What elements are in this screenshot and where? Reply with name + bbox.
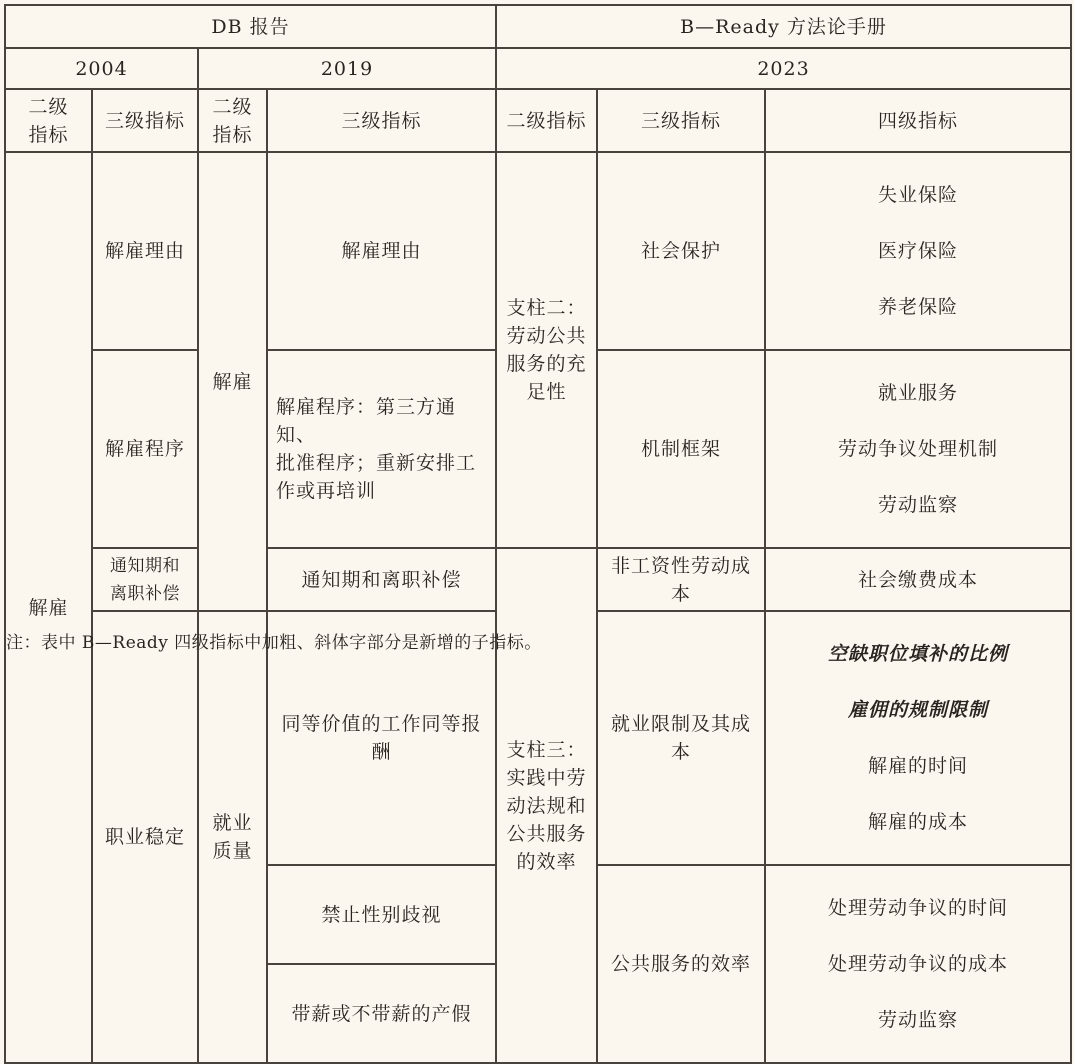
2004-level2-dismissal: 解雇 [5, 152, 92, 1063]
2023-level4-nonwage: 社会缴费成本 [765, 548, 1071, 611]
2023-level3-efficiency: 公共服务的效率 [597, 865, 765, 1063]
comparison-table [4, 4, 1072, 1064]
level4-item: 解雇的成本 [867, 811, 968, 833]
2004-item-notice: 通知期和 离职补偿 [92, 548, 198, 611]
2019-item-reason: 解雇理由 [267, 152, 496, 350]
db-report-header: DB 报告 [5, 5, 496, 48]
2023-level4-social-protection [765, 152, 1071, 350]
2019-item-notice: 通知期和离职补偿 [267, 548, 496, 611]
2004-item-job-stability: 职业稳定 [92, 611, 198, 1063]
level4-item: 失业保险 [877, 184, 958, 206]
2019-item-gender: 禁止性别歧视 [267, 865, 496, 964]
2023-level4-restrictions [765, 611, 1071, 865]
col-level3-2023: 三级指标 [597, 89, 765, 152]
2019-level2-dismissal: 解雇 [198, 152, 267, 611]
2023-level3-mechanism: 机制框架 [597, 350, 765, 548]
2023-pillar3: 支柱三： 实践中劳 动法规和 公共服务 的效率 [496, 548, 597, 1063]
level4-item: 处理劳动争议的成本 [827, 953, 1008, 975]
level4-item: 医疗保险 [877, 240, 958, 262]
2019-item-procedure: 解雇程序：第三方通知、 批准程序；重新安排工 作或再培训 [267, 350, 496, 548]
level4-item: 处理劳动争议的时间 [827, 897, 1008, 919]
level4-item: 养老保险 [877, 296, 958, 318]
year-2004-header: 2004 [5, 48, 198, 89]
col-level2-2019: 二级 指标 [198, 89, 267, 152]
2004-item-reason: 解雇理由 [92, 152, 198, 350]
2023-level3-social-protection: 社会保护 [597, 152, 765, 350]
level4-item: 劳动监察 [877, 1009, 958, 1031]
2023-level4-mechanism [765, 350, 1071, 548]
2023-level4-efficiency [765, 865, 1071, 1063]
col-level3-2004: 三级指标 [92, 89, 198, 152]
level4-item: 解雇的时间 [867, 755, 968, 777]
col-level2-2023: 二级指标 [496, 89, 597, 152]
level4-item-new: 雇佣的规制限制 [847, 699, 988, 721]
2019-item-equal-pay: 同等价值的工作同等报 酬 [267, 611, 496, 865]
level4-item: 劳动争议处理机制 [837, 438, 998, 460]
year-2019-header: 2019 [198, 48, 496, 89]
level4-item: 就业服务 [877, 382, 958, 404]
2019-item-maternity: 带薪或不带薪的产假 [267, 964, 496, 1063]
2023-level3-nonwage: 非工资性劳动成 本 [597, 548, 765, 611]
2023-pillar2: 支柱二： 劳动公共 服务的充 足性 [496, 152, 597, 548]
2023-level3-restrictions: 就业限制及其成 本 [597, 611, 765, 865]
year-2023-header: 2023 [496, 48, 1071, 89]
level4-item: 劳动监察 [877, 494, 958, 516]
col-level4-2023: 四级指标 [765, 89, 1071, 152]
col-level2-2004: 二级 指标 [5, 89, 92, 152]
2004-item-procedure: 解雇程序 [92, 350, 198, 548]
level4-item-new: 空缺职位填补的比例 [827, 643, 1008, 665]
col-level3-2019: 三级指标 [267, 89, 496, 152]
bready-manual-header: B—Ready 方法论手册 [496, 5, 1071, 48]
table-note: 注：表中 B—Ready 四级指标中加粗、斜体字部分是新增的子指标。 [6, 633, 542, 653]
2019-level2-job-quality: 就业 质量 [198, 611, 267, 1063]
